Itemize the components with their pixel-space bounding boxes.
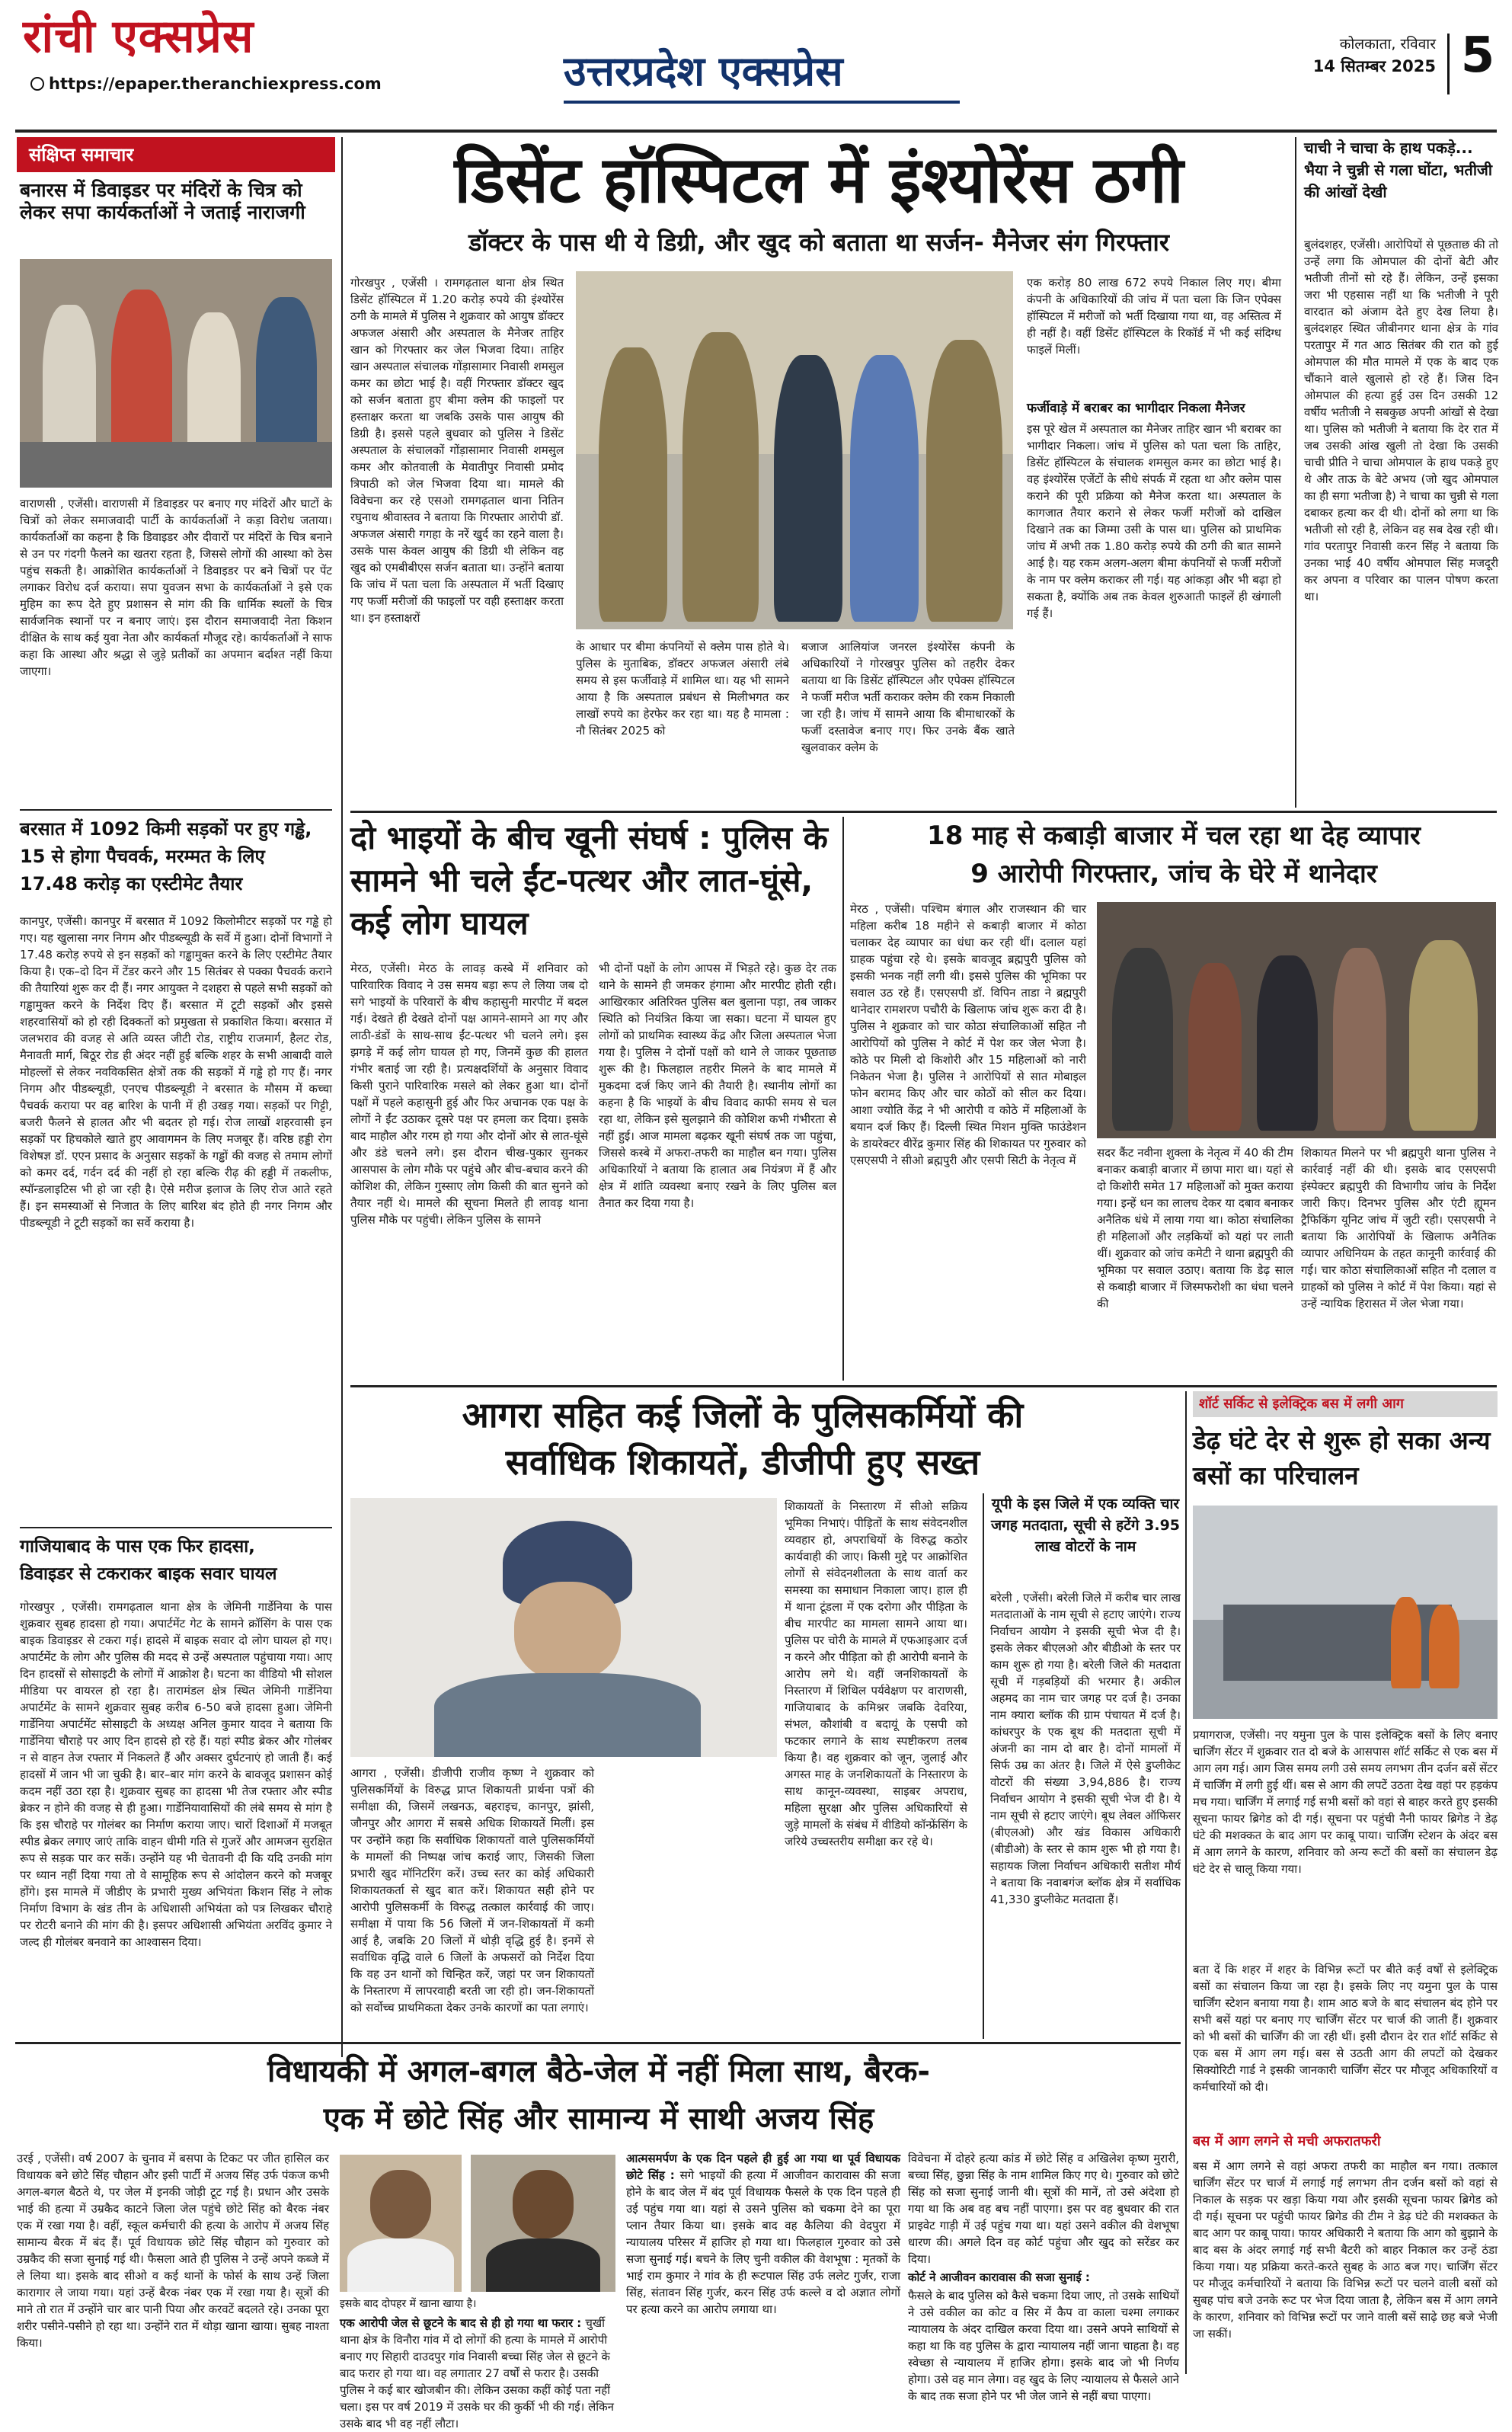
issue-date: 14 सितम्बर 2025 [1312,57,1436,75]
globe-icon [30,77,44,91]
sidebar-story1-photo [20,259,332,488]
clash-story [350,817,838,1381]
web-link[interactable]: https://epaper.theranchiexpress.com [30,75,427,94]
paper-name-logo: रांची एक्सप्रेस [23,10,254,63]
agra-headline: आगरा सहित कई जिलों के पुलिसकर्मियों की सर्वाधिक शिकायतें, डीजीपी हुए सख्त [462,1394,1024,1483]
bus-subhead: बस में आग लगने से मची अफरातफरी [1193,2133,1381,2149]
page-number: 5 [1460,27,1495,84]
lead-headline: डिसेंट हॉस्पिटल में इंश्योरेंस ठगी [454,142,1184,217]
clash-col1: मेरठ, एजेंसी। मेरठ के लावड़ कस्बे में शनिवार को पारिवारिक विवाद ने उस समय बड़ा रूप ले लिया जब दो सगे भाइयों के परिवारों के बीच कहासुनी मारपीट में बदल गई। देखते ही देखते दोनों पक्ष आमने-सामने आ गए और लाठी-डंडों के साथ-साथ ईंट-पत्थर भी चलने लगे। इस झगड़े में कई लोग घायल हो गए, जिनमें कुछ की हालत गंभीर बताई जा रही है। प्रत्यक्षदर्शियों के अनुसार विवाद किसी पुराने पारिवारिक मसले को लेकर हुआ था। दोनों पक्षों में पहले कहासुनी हुई और फिर अचानक एक पक्ष के लोगों ने ईंट उठाकर दूसरे पक्ष पर हमला कर दिया। इसके बाद माहौल और गरम हो गया और दोनों ओर से लात-घूंसे और डंडे चलने लगे। इस दौरान चीख-पुकार सुनकर आसपास के लोग मौके पर पहुंचे और बीच-बचाव करने की कोशिश की, लेकिन गुस्साए लोग किसी की बात सुनने को तैयार नहीं थे। मामले की सूचना मिलते ही लावड़ थाना पुलिस मौके पर पहुंची। लेकिन पुलिस के सामने [350,962,588,1227]
sidebar-vertical-rule [341,137,343,2057]
lead-col1: गोरखपुर , एजेंसी । रामगढ़ताल थाना क्षेत्र स्थित डिसेंट हॉस्पिटल में 1.20 करोड़ रुपये की इंश्योरेंस ठगी के मामले में पुलिस ने शुक्रवार को आयुष डॉक्टर अफजल अंसारी और अस्पताल के मैनेजर ताहिर खान को गिरफ्तार कर जेल भिजवा दिया। ताहिर खान अस्पताल संचालक गोंड़ासामार निवासी शमसुल कमर का छोटा भाई है। वहीं गिरफ्तार डॉक्टर खुद को सर्जन बताता हुए बीमा क्लेम की फाइलों पर हस्ताक्षर करता था जबकि उसके पास आयुष की डिग्री है। इससे पहले बुधवार को पुलिस ने डिसेंट अस्पताल के संचालकों गोंड़ासामार निवासी शमसुल कमर और कोतवाली के मेवातीपुर निवासी प्रमोद त्रिपाठी को जेल भिजवा दिया था। मामले की विवेचना कर रहे एसओ रामगढ़ताल थाना नितिन रघुनाथ श्रीवास्तव ने बताया कि गिरफ्तार आरोपी डॉ. अफजल अंसारी गगहा के नरें खुर्द का रहने वाला है। उसके पास केवल आयुष की डिग्री थी लेकिन वह खुद को एमबीबीएस सर्जन बताता था। उन्होंने बताया कि जांच में पता चला कि अस्पताल में भर्ती दिखाए गए फर्जी मरीजों की फाइलों पर वही हस्ताक्षर करता था। इन हस्ताक्षरों [350,276,564,625]
sidebar-rule-1 [20,809,332,811]
sidebar-story2-headline: बरसात में 1092 किमी सड़कों पर हुए गड्ढे, 15 से होगा पैचवर्क, मरम्मत के लिए 17.48 करोड़ का एस्टीमेट तैयार [20,818,312,894]
right-top-body: बुलंदशहर, एजेंसी। आरोपियों से पूछताछ की तो उन्हें लगा कि ओमपाल की दोनों बेटी और भतीजी तीनों सो रहे हैं। लेकिन, उन्हें इसका जरा भी एहसास नहीं था कि भतीजी ने पूरी वारदात को अंजाम देते हुए देख लिया है। बुलंदशहर स्थित जीबीनगर थाना क्षेत्र के गांव परतापुर में गत आठ सितंबर की रात को हुई ओमपाल की मौत मामले में एक के बाद एक चौंकाने वाले खुलासे हो रहे हैं। जिस दिन ओमपाल की हत्या हुई उस दिन उसकी 12 वर्षीय भतीजी ने सबकुछ अपनी आंखों से देखा था। पुलिस को भतीजी ने बताया कि देर रात में जब उसकी आंख खुली तो देखा कि उसकी चाची प्रीति ने चाचा ओमपाल के हाथ पकड़े हुए थे और ताऊ के बेटे अभय (जो खुद ओमपाल का ही सगा भतीजा है) ने चाचा का चुन्नी से गला दबाकर हत्या कर दी थी। दोनों को लगा था कि भतीजी सो रही है, लेकिन वह सब देख रही थी। गांव परतापुर निवासी करन सिंह ने बताया कि उनका भाई 40 वर्षीय ओमपाल सिंह मजदूरी कर अपना व परिवार का पालन पोषण करता था। [1304,238,1498,603]
lead-story [350,136,1287,806]
sidebar-story1-headline: बनारस में डिवाइडर पर मंदिरों के चित्र को लेकर सपा कार्यकर्ताओं ने जताई नाराजगी [20,179,305,223]
right-top-story [1304,137,1498,808]
row-rule-2 [350,1385,1497,1387]
mla-photo-right [471,2155,615,2292]
mla-col3: आत्मसमर्पण के एक दिन पहले ही हुई आ गया था पूर्व विधायक छोटे सिंह : सगे भाइयों की हत्या में आजीवन कारावास की सजा होने के बाद जेल में बंद पूर्व विधायक फैसले के एक दिन पहले ही उई पहुंच गया था। यहां से उसने पुलिस को चकमा देने का पूरा प्लान तैयार किया था। इसके बाद वह कैलिया की वेदपुरा में न्यायालय परिसर में हाजिर हो गया था। फिलहाल गुरुवार को उसे सजा सुनाई गई। बचने के लिए चुनी वकील की वेशभूषा : मृतकों के भाई राम कुमार ने गांव के ही रूटपाल सिंह उर्फ ललेट गुर्जर, राजा सिंह, संतावन सिंह गुर्जर, करन सिंह उर्फ कल्ले व दो अज्ञात लोगों पर हत्या करने का आरोप लगाया था। [626,2152,900,2316]
clash-raid-rule [842,817,844,1381]
bus-headline: डेढ़ घंटे देर से शुरू हो सका अन्य बसों का परिचालन [1193,1426,1491,1490]
right-top-headline: चाची ने चाचा के हाथ पकड़े... भैया ने चुन्नी से गला घोंटा, भतीजी की आंखों देखी [1304,139,1493,201]
raid-col1: मेरठ , एजेंसी। पश्चिम बंगाल और राजस्थान की चार महिला करीब 18 महीने से कबाड़ी बाजार में कोठा चलाकर देह व्यापार का धंधा कर रही थीं। दलाल यहां ग्राहक पहुंचा रहे थे। इसके बावजूद ब्रह्मपुरी पुलिस को इसकी भनक नहीं लगी थी। इससे पुलिस की भूमिका पर सवाल उठ रहे हैं। एसएसपी डॉ. विपिन ताडा ने ब्रह्मपुरी थानेदार रामशरण पचौरी के खिलाफ जांच शुरू करा दी है। पुलिस ने शुक्रवार को चार कोठा संचालिकाओं सहित नौ आरोपियों को पुलिस ने कोर्ट में पेश कर जेल भेजा है। कोठे पर मिली दो किशोरी और 15 महिलाओं को नारी निकेतन भेजा है। पुलिस ने आरोपियों से सात मोबाइल फोन बरामद किए और चार कोठों को सील कर दिया। आशा ज्योति केंद्र ने भी आरोपी व कोठे में महिलाओं के बयान दर्ज किए हैं। दिल्ली स्थित मिशन मुक्ति फाउंडेशन के डायरेक्टर वीरेंद्र कुमार सिंह की शिकायत पर गुरुवार को एसएसपी ने सीओ ब्रह्मपुरी और एसपी सिटी के नेतृत्व में [850,902,1086,1167]
lead-col2: के आधार पर बीमा कंपनियों से क्लेम पास होते थे। पुलिस के मुताबिक, डॉक्टर अफजल अंसारी लंबे समय से इस फर्जीवाड़े में शामिल था। यह भी सामने आया है कि अस्पताल प्रबंधन से मिलीभगत कर लाखों रुपये का हेरफेर कर रहा था। यह है मामला : नौ सितंबर 2025 को [576,640,789,738]
clash-col2: भी दोनों पक्षों के लोग आपस में भिड़ते रहे। कुछ देर तक थाने के सामने ही जमकर हंगामा और मारपीट होती रही। आखिरकार अतिरिक्त पुलिस बल बुलाना पड़ा, तब जाकर स्थिति को नियंत्रित किया जा सका। घटना में घायल हुए लोगों को प्राथमिक स्वास्थ्य केंद्र और जिला अस्पताल भेजा गया है। पुलिस ने दोनों पक्षों को थाने ले जाकर पूछताछ शुरू की है। फिलहाल तहरीर मिलने के बाद मामले में मुकदमा दर्ज किए जाने की तैयारी है। स्थानीय लोगों का कहना है कि भाइयों के बीच विवाद काफी समय से चल रहा था, लेकिन इसे सुलझाने की कोशिश कभी गंभीरता से नहीं हुई। आज मामला बढ़कर खूनी संघर्ष तक जा पहुंचा, जिससे कस्बे में अफरा-तफरी का माहौल बन गया। पुलिस अधिकारियों ने बताया कि हालात अब नियंत्रण में हैं और क्षेत्र में शांति व्यवस्था बनाए रखने के लिए पुलिस बल तैनात कर दिया गया है। [599,962,836,1210]
agra-col1b [602,1765,777,2036]
dateline [1303,34,1436,94]
raid-story [850,817,1498,1381]
city-day: कोलकाता, रविवार [1339,36,1436,53]
voters-bus-rule [1185,1391,1187,2374]
mla-story [17,2048,1181,2430]
row-rule-1 [350,811,1497,813]
edition-title: उत्तरप्रदेश एक्सप्रेस [564,47,843,95]
voters-headline: यूपी के इस जिले में एक व्यक्ति चार जगह मतदाता, सूची से हटेंगे 3.95 लाख वोटरों के नाम [990,1496,1181,1555]
section-label: संक्षिप्त समाचार [17,137,335,172]
agra-col1: आगरा , एजेंसी। डीजीपी राजीव कृष्ण ने शुक्रवार को पुलिसकर्मियों के विरुद्ध प्राप्त शिकायती प्रार्थना पत्रों की समीक्षा की, जिसमें लखनऊ, बहराइच, कानपुर, झांसी, जौनपुर और आगरा में सबसे अधिक शिकायतें मिलीं। इस पर उन्होंने कहा कि सर्वाधिक शिकायतों वाले पुलिसकर्मियों के मामलों की निष्पक्ष जांच कराई जाए, जिसकी जिला प्रभारी खुद मॉनिटरिंग करें। उच्च स्तर का कोई अधिकारी शिकायतकर्ता से खुद बात करें। शिकायत सही होने पर आरोपी पुलिसकर्मी के विरुद्ध तत्काल कार्रवाई की जाए। समीक्षा में पाया कि 56 जिलों में जन-शिकायतों में कमी आई है, जबकि 20 जिलों में थोड़ी वृद्धि हुई है। इनमें से सर्वाधिक वृद्धि वाले 6 जिलों के अफसरों को निर्देश दिया कि वह उन थानों को चिन्हित करें, जहां पर जन शिकायतों के निस्तारण में लापरवाही बरती जा रही हो। जन-शिकायतों को सर्वोच्च प्राथमिकता देकर उनके कारणों का पता लगाएं। [350,1766,594,2014]
mla-col2: एक आरोपी जेल से छूटने के बाद से ही हो गया था फरार : चुर्खी थाना क्षेत्र के विनौरा गांव में दो लोगों की हत्या के मामले में आरोपी बनाए गए सिहारी दाउदपुर गांव निवासी बच्चा सिंह जेल से छूटने के बाद फरार हो गया था। वह लगातार 27 वर्षों से फरार है। उसकी पुलिस ने कई बार खोजबीन की। लेकिन उसका कहीं कोई पता नहीं चला। इस पर वर्ष 2019 में उसके घर की कुर्की भी की गई। लेकिन उसके बाद भी वह नहीं लौटा। [340,2316,615,2430]
lead-col4: एक करोड़ 80 लाख 672 रुपये निकाल लिए गए। बीमा कंपनी के अधिकारियों की जांच में पता चला कि जिन एपेक्स हॉस्पिटल में मरीजों को भर्ती दिखाया गया था, वह अस्तित्व में ही नहीं है। वहीं डिसेंट हॉस्पिटल के रिकॉर्ड में भी कई संदिग्ध फाइलें मिलीं। फर्जीवाड़े में बराबर का भागीदार निकला मैनेजर इस पूरे खेल में अस्पताल का मैनेजर ताहिर खान भी बराबर का भागीदार निकला। जांच में पुलिस को पता चला कि ताहिर, डिसेंट हॉस्पिटल के संचालक शमसुल कमर का छोटा भाई है। वह इंश्योरेंस एजेंटों के सीधे संपर्क में रहता था और क्लेम पास कराने की पूरी प्रक्रिया को मैनेज करता था। अस्पताल के कागजात तैयार कराने से लेकर फर्जी मरीजों को दाखिल दिखाने तक का जिम्मा उसी के पास था। पुलिस को प्राथमिक जांच में अभी तक 1.80 करोड़ रुपये की ठगी की बात सामने आई है। यह रकम अलग-अलग बीमा कंपनियों से फर्जी मरीजों के नाम पर क्लेम कराकर ली गई। यह आंकड़ा और भी बढ़ा हो सकता है, क्योंकि अब तक केवल शुरुआती फाइलें ही खंगाली गई हैं। [1027,276,1281,620]
sidebar-rule-2 [20,1527,332,1528]
sidebar-story3-headline: गाजियाबाद के पास एक फिर हादसा, डिवाइडर से टकराकर बाइक सवार घायल [20,1537,277,1584]
row-rule-3 [15,2042,1181,2044]
bus-photo [1193,1506,1498,1719]
raid-col2: सदर कैंट नवीना शुक्ला के नेतृत्व में 40 की टीम बनाकर कबाड़ी बाजार में छापा मारा था। यहां से दो किशोरी समेत 17 महिलाओं को मुक्त कराया गया। इन्हें धन का लालच देकर या दबाव बनाकर अनैतिक धंधे में लाया गया था। कोठा संचालिका ही महिलाओं और लड़कियों को यहां पर लाती थीं। शुक्रवार को जांच कमेटी ने थाना ब्रह्मपुरी की भूमिका पर सवाल उठाए। बताया कि डेढ़ साल से कबाड़ी बाजार में जिस्मफरोशी का धंधा चलने की [1097,1146,1293,1310]
lead-photo [576,271,1013,629]
raid-col3: शिकायत मिलने पर भी ब्रह्मपुरी थाना पुलिस ने कार्रवाई नहीं की थी। इसके बाद एसएसपी इंस्पेक्टर ब्रह्मपुरी की विभागीय जांच के निर्देश जारी किए। दिनभर पुलिस और एंटी ह्यूमन ट्रैफिकिंग यूनिट जांच में जुटी रही। एसएसपी ने बताया कि आरोपियों के खिलाफ अनैतिक व्यापार अधिनियम के तहत कानूनी कार्रवाई की गई। चार कोठा संचालिकाओं सहित नौ दलाल व ग्राहकों को पुलिस ने कोर्ट में पेश किया। यहां से उन्हें न्यायिक हिरासत में जेल भेजा गया। [1301,1146,1496,1310]
mla-col4: विवेचना में दोहरे हत्या कांड में छोटे सिंह व अखिलेश कृष्ण मुरारी, बच्चा सिंह, छुन्ना सिंह के नाम शामिल किए गए थे। गुरुवार को छोटे सिंह को सजा सुनाई जानी थी। सूत्रों की मानें, तो उसे अंदेशा हो गया था कि अब वह बच नहीं पाएगा। इस पर वह बुधवार की रात प्राइवेट गाड़ी में उई पहुंच गया था। यहां उसने वकील की वेशभूषा धारण की। अगले दिन वह कोर्ट पहुंचा और खुद को सरेंडर कर दिया। कोर्ट ने आजीवन कारावास की सजा सुनाई : फैसले के बाद पुलिस को कैसे चकमा दिया जाए, तो उसके साथियों ने उसे वकील का कोट व सिर में कैप वा काला चश्मा लगाकर न्यायालय के अंदर दाखिल करवा दिया था। उसने अपने साथियों से कहा था कि वह पुलिस के द्वारा न्यायालय नहीं जाना चाहता है। वह स्वेच्छा से न्यायालय में हाजिर होगा। इसके बाद जो भी निर्णय होगा। उसे वह मान लेगा। वह खुद के लिए न्यायालय से फैसले आने के बाद तक सजा होने पर भी जेल जाने से नहीं बचा पाएगा। [908,2152,1179,2403]
paper-tagline [229,6,320,18]
sidebar-story1-body: वाराणसी , एजेंसी। वाराणसी में डिवाइडर पर बनाए गए मंदिरों और घाटों के चित्रों को लेकर समाजवादी पार्टी के कार्यकर्ताओं ने कड़ा विरोध जताया। कार्यकर्ताओं का कहना है कि डिवाइडर और दीवारों पर मंदिरों के चित्र बनाने से उन पर गंदगी फैलने का खतरा रहता है, जिससे लोगों की आस्था को ठेस पहुंच सकती है। आक्रोशित कार्यकर्ताओं ने डिवाइडर पर बने चित्रों पर पेंट लगाकर विरोध दर्ज कराया। सपा युवजन सभा के कार्यकर्ताओं ने इसे एक मुहिम का रूप देते हुए प्रशासन से मांग की कि धार्मिक स्थलों के चित्र सार्वजनिक स्थानों पर न बनाए जाएं। इस दौरान समाजवादी नेता किशन दीक्षित के साथ कई युवा नेता और कार्यकर्ता मौजूद रहे। कार्यकर्ताओं ने साफ कहा कि आस्था और श्रद्धा से जुड़े प्रतीकों का अपमान बर्दाश्त नहीं किया जाएगा। [20,497,332,678]
lead-col4-subhead: फर्जीवाड़े में बराबर का भागीदार निकला मैनेजर [1027,401,1245,416]
sidebar-story2-body: कानपुर, एजेंसी। कानपुर में बरसात में 1092 किलोमीटर सड़कों पर गड्ढे हो गए। यह खुलासा नगर निगम और पीडब्ल्यूडी के सर्वे में हुआ। दोनों विभागों ने 17.48 करोड़ रुपये से इन सड़कों को गड्ढामुक्त करने के लिए एस्टीमेट तैयार किया है। एक–दो दिन में टेंडर करने और 15 सितंबर से पक्का पैचवर्क कराने की तैयारियां शुरू कर दी हैं। नगर आयुक्त ने दशहरा से पहले सभी सड़कों को गड्ढामुक्त करने के निर्देश दिए हैं। बरसात में टूटी सड़कों और इससे शहरवासियों को हो रही दिक्कतों को प्रमुखता से प्रकाशित किया। बरसात में जलभराव की वजह से अति व्यस्त जीटी रोड, राष्ट्रीय राजमार्ग, हैलट रोड, मैनावती मार्ग, बिठूर रोड ही अंदर नहीं हुई बल्कि शहर के सभी आबादी वाले मोहल्लों से लेकर नवविकसित क्षेत्रों तक की सड़कों में गड्ढे हो गए हैं। नगर निगम और पीडब्ल्यूडी, एनएच पीडब्ल्यूडी ने बरसात के मौसम में कच्चा पैचवर्क कराया पर वह बारिश के पानी में ही उखड़ गया। सड़कों पर गिट्टी, बजरी फैलने से हालत और भी बदतर हो गई। रोज लाखों शहरवासी इन सड़कों पर हिचकोले खाते हुए आवागमन के लिए मजबूर हैं। वरिष्ठ हड्डी रोग विशेषज्ञ डॉ. एएन प्रसाद के अनुसार सड़कों के गड्ढों की वजह से तमाम लोगों को कमर दर्द, गर्दन दर्द की नहीं हो रहा बल्कि रीढ़ की हड्डी में तकलीफ, स्पॉन्डलाइटिस भी हो जा रही है। ऐसे मरीज इलाज के लिए रोज आते रहते हैं। इन समस्याओं से निजात के लिए बारिश बंद होते ही नगर निगम और पीडब्ल्यूडी ने टूटी सड़कों का सर्वे कराया है। [20,914,332,1230]
clash-headline: दो भाइयों के बीच खूनी संघर्ष : पुलिस के सामने भी चले ईंट-पत्थर और लात-घूंसे, कई लोग घायल [350,819,828,942]
lead-col3: बजाज आलियांज जनरल इंश्योरेंस कंपनी के अधिकारियों ने गोरखपुर पुलिस को तहरीर देकर बताया था कि डिसेंट हॉस्पिटल और एपेक्स हॉस्पिटल ने फर्जी मरीज भर्ती कराकर क्लेम की रकम निकाली जा रही है। जांच में सामने आया कि बीमाधारकों के फर्जी दस्तावेज बनाए गए। फिर उनके बैंक खाते खुलवाकर क्लेम के [801,640,1015,754]
edition-banner [548,34,975,119]
raid-headline: 18 माह से कबाड़ी बाजार में चल रहा था देह व्यापार 9 आरोपी गिरफ्तार, जांच के घेरे में थानेदार [927,821,1421,889]
masthead-rule [15,130,1497,133]
masthead [0,0,1512,134]
lead-subhead: डॉक्टर के पास थी ये डिग्री, और खुद को बताता था सर्जन- मैनेजर संग गिरफ्तार [468,228,1169,257]
agra-voters-rule [983,1493,984,2039]
agra-col2: शिकायतों के निस्तारण में सीओ सक्रिय भूमिका निभाएं। पीड़ितों के साथ संवेदनशील व्यवहार हो, अपराधियों के विरुद्ध कठोर कार्यवाही की जाए। किसी मुद्दे पर आक्रोशित लोगों से संवेदनशीलता के साथ वार्ता कर समस्या का समाधान निकाला जाए। हाल ही में थाना टूंडला में एक दरोगा और पीड़िता के बीच मारपीट का मामला सामने आया था। पुलिस पर चोरी के मामले में एफआइआर दर्ज न करने और पीड़िता को ही आरोपी बनाने के आरोप लगे थे। वहीं जनशिकायतों के निस्तारण में शिथिल पर्यवेक्षण पर वाराणसी, गाजियाबाद के कमिश्नर जबकि देवरिया, संभल, कौशांबी व बदायूं के एसपी को फटकार लगाने के साथ स्पष्टीकरण तलब किया है। वह शुक्रवार को जून, जुलाई और अगस्त माह के जनशिकायतों के निस्तारण के साथ कानून-व्यवस्था, साइबर अपराध, महिला सुरक्षा और पुलिस अधिकारियों से जुड़े मामलों के संबंध में वीडियो कॉन्फ्रेंसिंग के जरिये उच्चस्तरीय समीक्षा कर रहे थे। [785,1499,967,1848]
voters-story [990,1493,1181,2039]
voters-body: बरेली , एजेंसी। बरेली जिले में करीब चार लाख मतदाताओं के नाम सूची से हटाए जाएंगे। राज्य निर्वाचन आयोग ने इसकी सूची भेज दी है। इसके लेकर बीएलओ और बीडीओ के स्तर पर काम शुरू हो गया है। बरेली जिले की मतदाता सूची में गड़बड़ियों की भरमार है। अकील अहमद का नाम चार जगह पर दर्ज है। उनका नाम क्यारा ब्लॉक की ग्राम पंचायत में दर्ज है। कांधरपुर के एक बूथ की मतदाता सूची में अंजनी का नाम दो बार है। दोनों मामलों में सिर्फ उम्र का अंतर है। जिले में ऐसे डुप्लीकेट वोटरों की संख्या 3,94,886 है। राज्य निर्वाचन आयोग ने इसकी सूची भेज दी है। ये नाम सूची से हटाए जाएंगे। बूथ लेवल ऑफिसर (बीएलओ) और खंड विकास अधिकारी (बीडीओ) के स्तर से काम शुरू भी हो गया है। सहायक जिला निर्वाचन अधिकारी सतीश मौर्य ने बताया कि नवाबगंज ब्लॉक क्षेत्र में सर्वाधिक 41,330 डुप्लीकेट मतदाता हैं। [990,1591,1181,1906]
mla-photo-caption: इसके बाद दोपहर में खाना खाया है। [340,2298,477,2310]
sidebar-story3-body: गोरखपुर , एजेंसी। रामगढ़ताल थाना क्षेत्र के जेमिनी गार्डेनिया के पास शुक्रवार सुबह हादसा हो गया। अपार्टमेंट गेट के सामने क्रॉसिंग के पास एक बाइक डिवाइडर से टकरा गई। हादसे में बाइक सवार दो लोग घायल हो गए। अपार्टमेंट के लोग और पुलिस की मदद से उन्हें अस्पताल पहुंचाया गया। आए दिन हादसों से सोसाइटी के लोगों में आक्रोश है। घटना का वीडियो भी सोशल मीडिया पर वायरल हो रहा है। तारामंडल क्षेत्र स्थित जेमिनी गार्डेनिया अपार्टमेंट के सामने शुक्रवार सुबह करीब 6-50 बजे हादसा हुआ। जेमिनी गार्डेनिया अपार्टमेंट सोसाइटी के अध्यक्ष अनिल कुमार यादव ने बताया कि गार्डेनिया चौराहे पर आए दिन हादसे हो रहे हैं। यहां स्पीड ब्रेकर और गोलंबर न से वाहन तेज रफ्तार में निकलते हैं और अक्सर दुर्घटनाएं हो जाती हैं। कई हादसों में जान भी जा चुकी है। बार–बार मांग करने के बावजूद प्रशासन कोई कदम नहीं उठा रहा है। शुक्रवार सुबह का हादसा भी तेज रफ्तार और स्पीड ब्रेकर न होने की वजह से ही हुआ। गार्डेनियावासियों की लंबे समय से मांग है कि इस चौराहे पर गोलंबर का निर्माण कराया जाए। चारों दिशाओं में मजबूत स्पीड ब्रेकर लगाए जाएं ताकि वाहन धीमी गति से गुजरें और आमजन सुरक्षित रूप से सड़क पार कर सकें। उन्होंने यह भी चेतावनी दी कि यदि उनकी मांग पर ध्यान नहीं दिया गया तो वे सामूहिक रूप से आंदोलन करने को मजबूर होंगे। इस मामले में जीडीए के प्रभारी मुख्य अभियंता किशन सिंह ने लोक निर्माण विभाग के खंड तीन के अधिशासी अभियंता को पत्र लिखकर चौराहे पर रोटरी बनाने की मांग की है। इसपर अधिशासी अभियंता अरविंद कुमार ने जल्द ही गोलंबर बनवाने का आश्वासन दिया। [20,1600,332,1949]
raid-photo [1097,902,1496,1138]
bus-kicker: शॉर्ट सर्किट से इलेक्ट्रिक बस में लगी आग [1193,1391,1498,1417]
page-divider [1447,34,1450,94]
mla-col1: उरई , एजेंसी। वर्ष 2007 के चुनाव में बसपा के टिकट पर जीत हासिल कर विधायक बने छोटे सिंह चौहान और इसी पार्टी में अजय सिंह उर्फ पंकज कभी अगल-बगल बैठते थे, पर जेल में इनकी जोड़ी टूट गई है। प्रधान और उसके भाई की हत्या में उम्रकैद काटने जिला जेल पहुंचे छोटे सिंह को बैरक नंबर एक में रखा गया है। वहीं, स्कूल कर्मचारी की हत्या के आरोप में अजय सिंह सामान्य बैरक में बंद हैं। पूर्व विधायक छोटे सिंह चौहान को गुरुवार को उम्रकैद की सजा सुनाई गई थी। फैसला आते ही पुलिस ने उन्हें अपने कब्जे में ले लिया था। इसके बाद सीओ व कई थानों के फोर्स के साथ उन्हें जिला कारागार ले जाया गया। यहां उन्हें बैरक नंबर एक में रखा गया है। सूत्रों की माने तो रात में उन्होंने चार बार पानी पिया और करवटें बदलते रहे। उनका पूरा शरीर पसीने-पसीने हो रहा था। उन्होंने रात में थोड़ा खाना खाया। सुबह नाश्ता किया। [17,2152,329,2350]
bus-body2: बता दें कि शहर में शहर के विभिन्न रूटों पर बीते कई वर्षों से इलेक्ट्रिक बसों का संचालन किया जा रहा है। इसके लिए नए यमुना पुल के पास चार्जिंग स्टेशन बनाया गया है। शाम आठ बजे के बाद संचालन बंद होने पर सभी बसें यहां पर बनाए गए चार्जिंग सेंटर पर चार्ज की जाती हैं। शुक्रवार को भी बसों की चार्जिंग की जा रही थीं। इसी दौरान देर रात शॉर्ट सर्किट से एक बस में आग लग गई। बस से उठती आग की लपटों को देखकर सिक्योरिटी गार्ड ने इसकी जानकारी चार्जिंग सेंटर पर मौजूद अधिकारियों व कर्मचारियों को दी। [1193,1963,1498,2094]
bus-body3: बस में आग लगने से वहां अफरा तफरी का माहौल बन गया। तत्काल चार्जिंग सेंटर पर चार्ज में लगाई गई लगभग तीन दर्जन बसों को वहां से निकाल के सड़क पर खड़ा किया गया और इसकी सूचना फायर ब्रिगेड को दी गई। सूचना पर पहुंची फायर ब्रिगेड की टीम ने डेढ़ घंटे की मशक्कत के बाद आग पर काबू पाया। फायर अधिकारी ने बताया कि आग को बुझाने के बाद बस के अंदर लगाई गई सभी बैटरी को बाहर निकाल कर उन्हें ठंडा किया गया। यह प्रक्रिया करते-करते सुबह के आठ बज गए। चार्जिंग सेंटर पर मौजूद कर्मचारियों ने बताया कि विभिन्न रूटों पर चलने वाली बसों को सुबह पांच बजे उनके रूट पर भेज दिया जाता है, लेकिन बस में आग लगने के कारण, शनिवार को विभिन्न रूटों पर जाने वाली बसें साढ़े छह बजे भेजी जा सकीं। [1193,2159,1498,2341]
mla-headline: विधायकी में अगल-बगल बैठे-जेल में नहीं मिला साथ, बैरक- एक में छोटे सिंह और सामान्य में साथी अजय सिंह [267,2054,931,2136]
mla-photo-left [340,2155,462,2292]
bus-story [1193,1391,1498,2374]
edition-underline [564,101,960,104]
bus-body: प्रयागराज, एजेंसी। नए यमुना पुल के पास इलेक्ट्रिक बसों के लिए बनाए चार्जिंग सेंटर में शुक्रवार रात दो बजे के आसपास शॉर्ट सर्किट से एक बस में आग लग गई। आग जिस समय लगी उसे समय लगभग तीन दर्जन बसें सेंटर में चार्जिंग में लगी हुई थीं। बस से आग की लपटें उठता देख वहां पर हड़कंप मच गया। चार्जिंग में लगाई गई सभी बसों को वहां से बाहर करते हुए इसकी सूचना फायर ब्रिगेड को दी गई। सूचना पर पहुंची नैनी फायर ब्रिगेड ने डेढ़ घंटे की मशक्कत के बाद आग पर काबू पाया। चार्जिंग स्टेशन के अंदर बस में आग लगने के कारण, शनिवार को अन्य रूटों की बसों का संचालन डेढ़ घंटे देर से चालू किया गया। [1193,1728,1498,1876]
right-column-rule [1295,137,1296,808]
sidebar [17,137,335,2027]
